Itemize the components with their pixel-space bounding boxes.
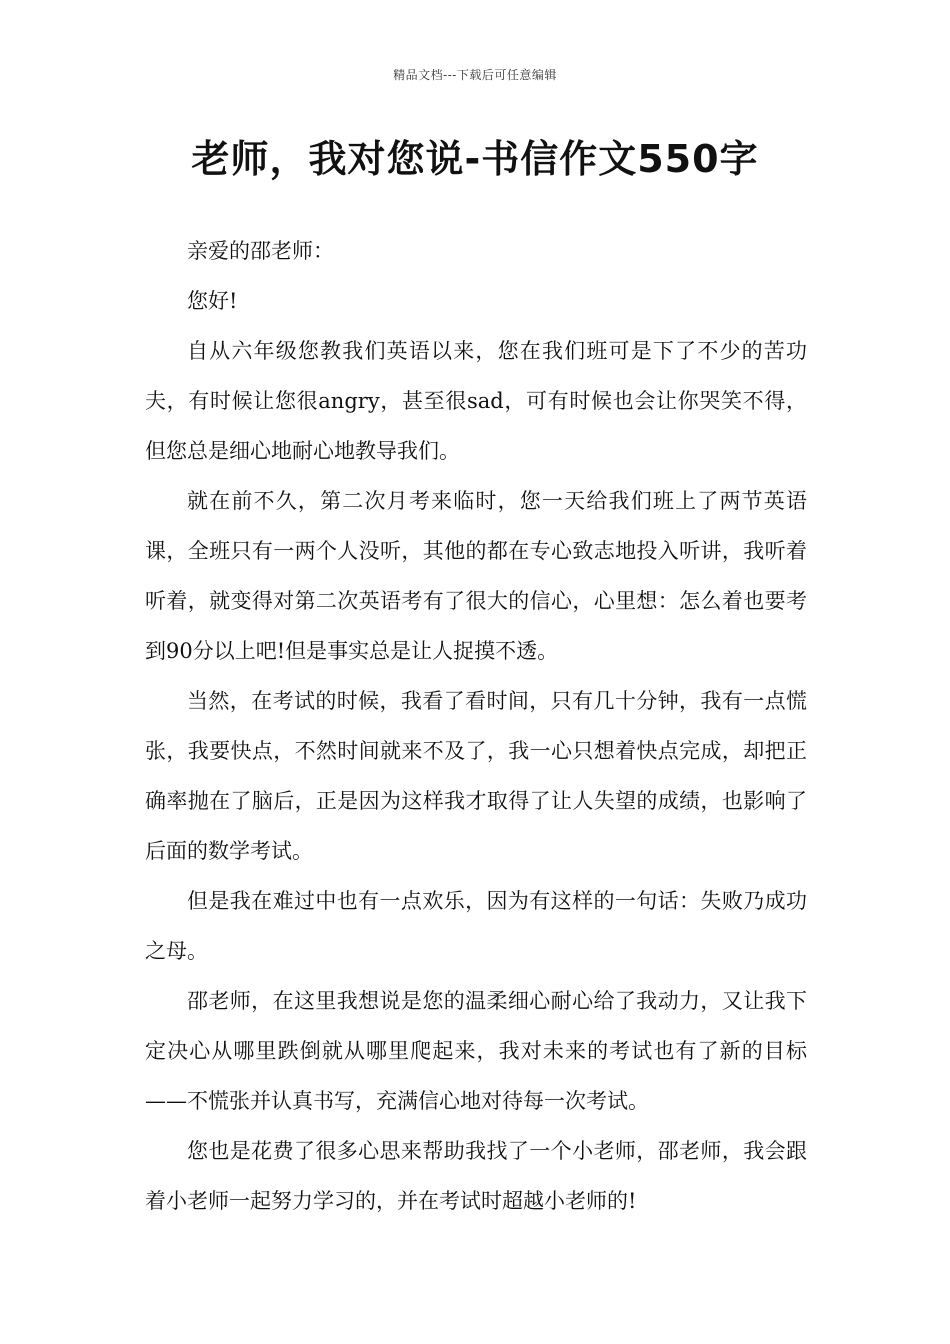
- body-paragraph: 邵老师，在这里我想说是您的温柔细心耐心给了我动力，又让我下定决心从哪里跌倒就从哪里爬起来，我对未来的考试也有了新的目标——不慌张并认真书写，充满信心地对待每一次考试。: [145, 989, 807, 1113]
- body-paragraph: 但是我在难过中也有一点欢乐，因为有这样的一句话：失败乃成功之母。: [145, 889, 807, 963]
- header-note: 精品文档---下载后可任意编辑: [393, 68, 557, 82]
- greeting: 您好!: [187, 289, 238, 313]
- salutation: 亲爱的邵老师：: [187, 239, 334, 263]
- body-paragraph: 自从六年级您教我们英语以来，您在我们班可是下了不少的苦功夫，有时候让您很angry，甚至很sad，可有时候也会让你哭笑不得，但您总是细心地耐心地教导我们。: [145, 339, 807, 463]
- body-paragraph: 当然，在考试的时候，我看了看时间，只有几十分钟，我有一点慌张，我要快点，不然时间就来不及了，我一心只想着快点完成，却把正确率抛在了脑后，正是因为这样我才取得了让人失望的成绩，也影响了后面的数学考试。: [145, 689, 807, 863]
- letter-body: [145, 226, 807, 1226]
- body-paragraph: 就在前不久，第二次月考来临时，您一天给我们班上了两节英语课，全班只有一两个人没听，其他的都在专心致志地投入听讲，我听着听着，就变得对第二次英语考有了很大的信心，心里想：怎么着也要考到90分以上吧!但是事实总是让人捉摸不透。: [145, 489, 807, 663]
- document-title: 老师，我对您说-书信作文550字: [191, 137, 759, 181]
- body-paragraph: 您也是花费了很多心思来帮助我找了一个小老师，邵老师，我会跟着小老师一起努力学习的，并在考试时超越小老师的!: [145, 1139, 807, 1213]
